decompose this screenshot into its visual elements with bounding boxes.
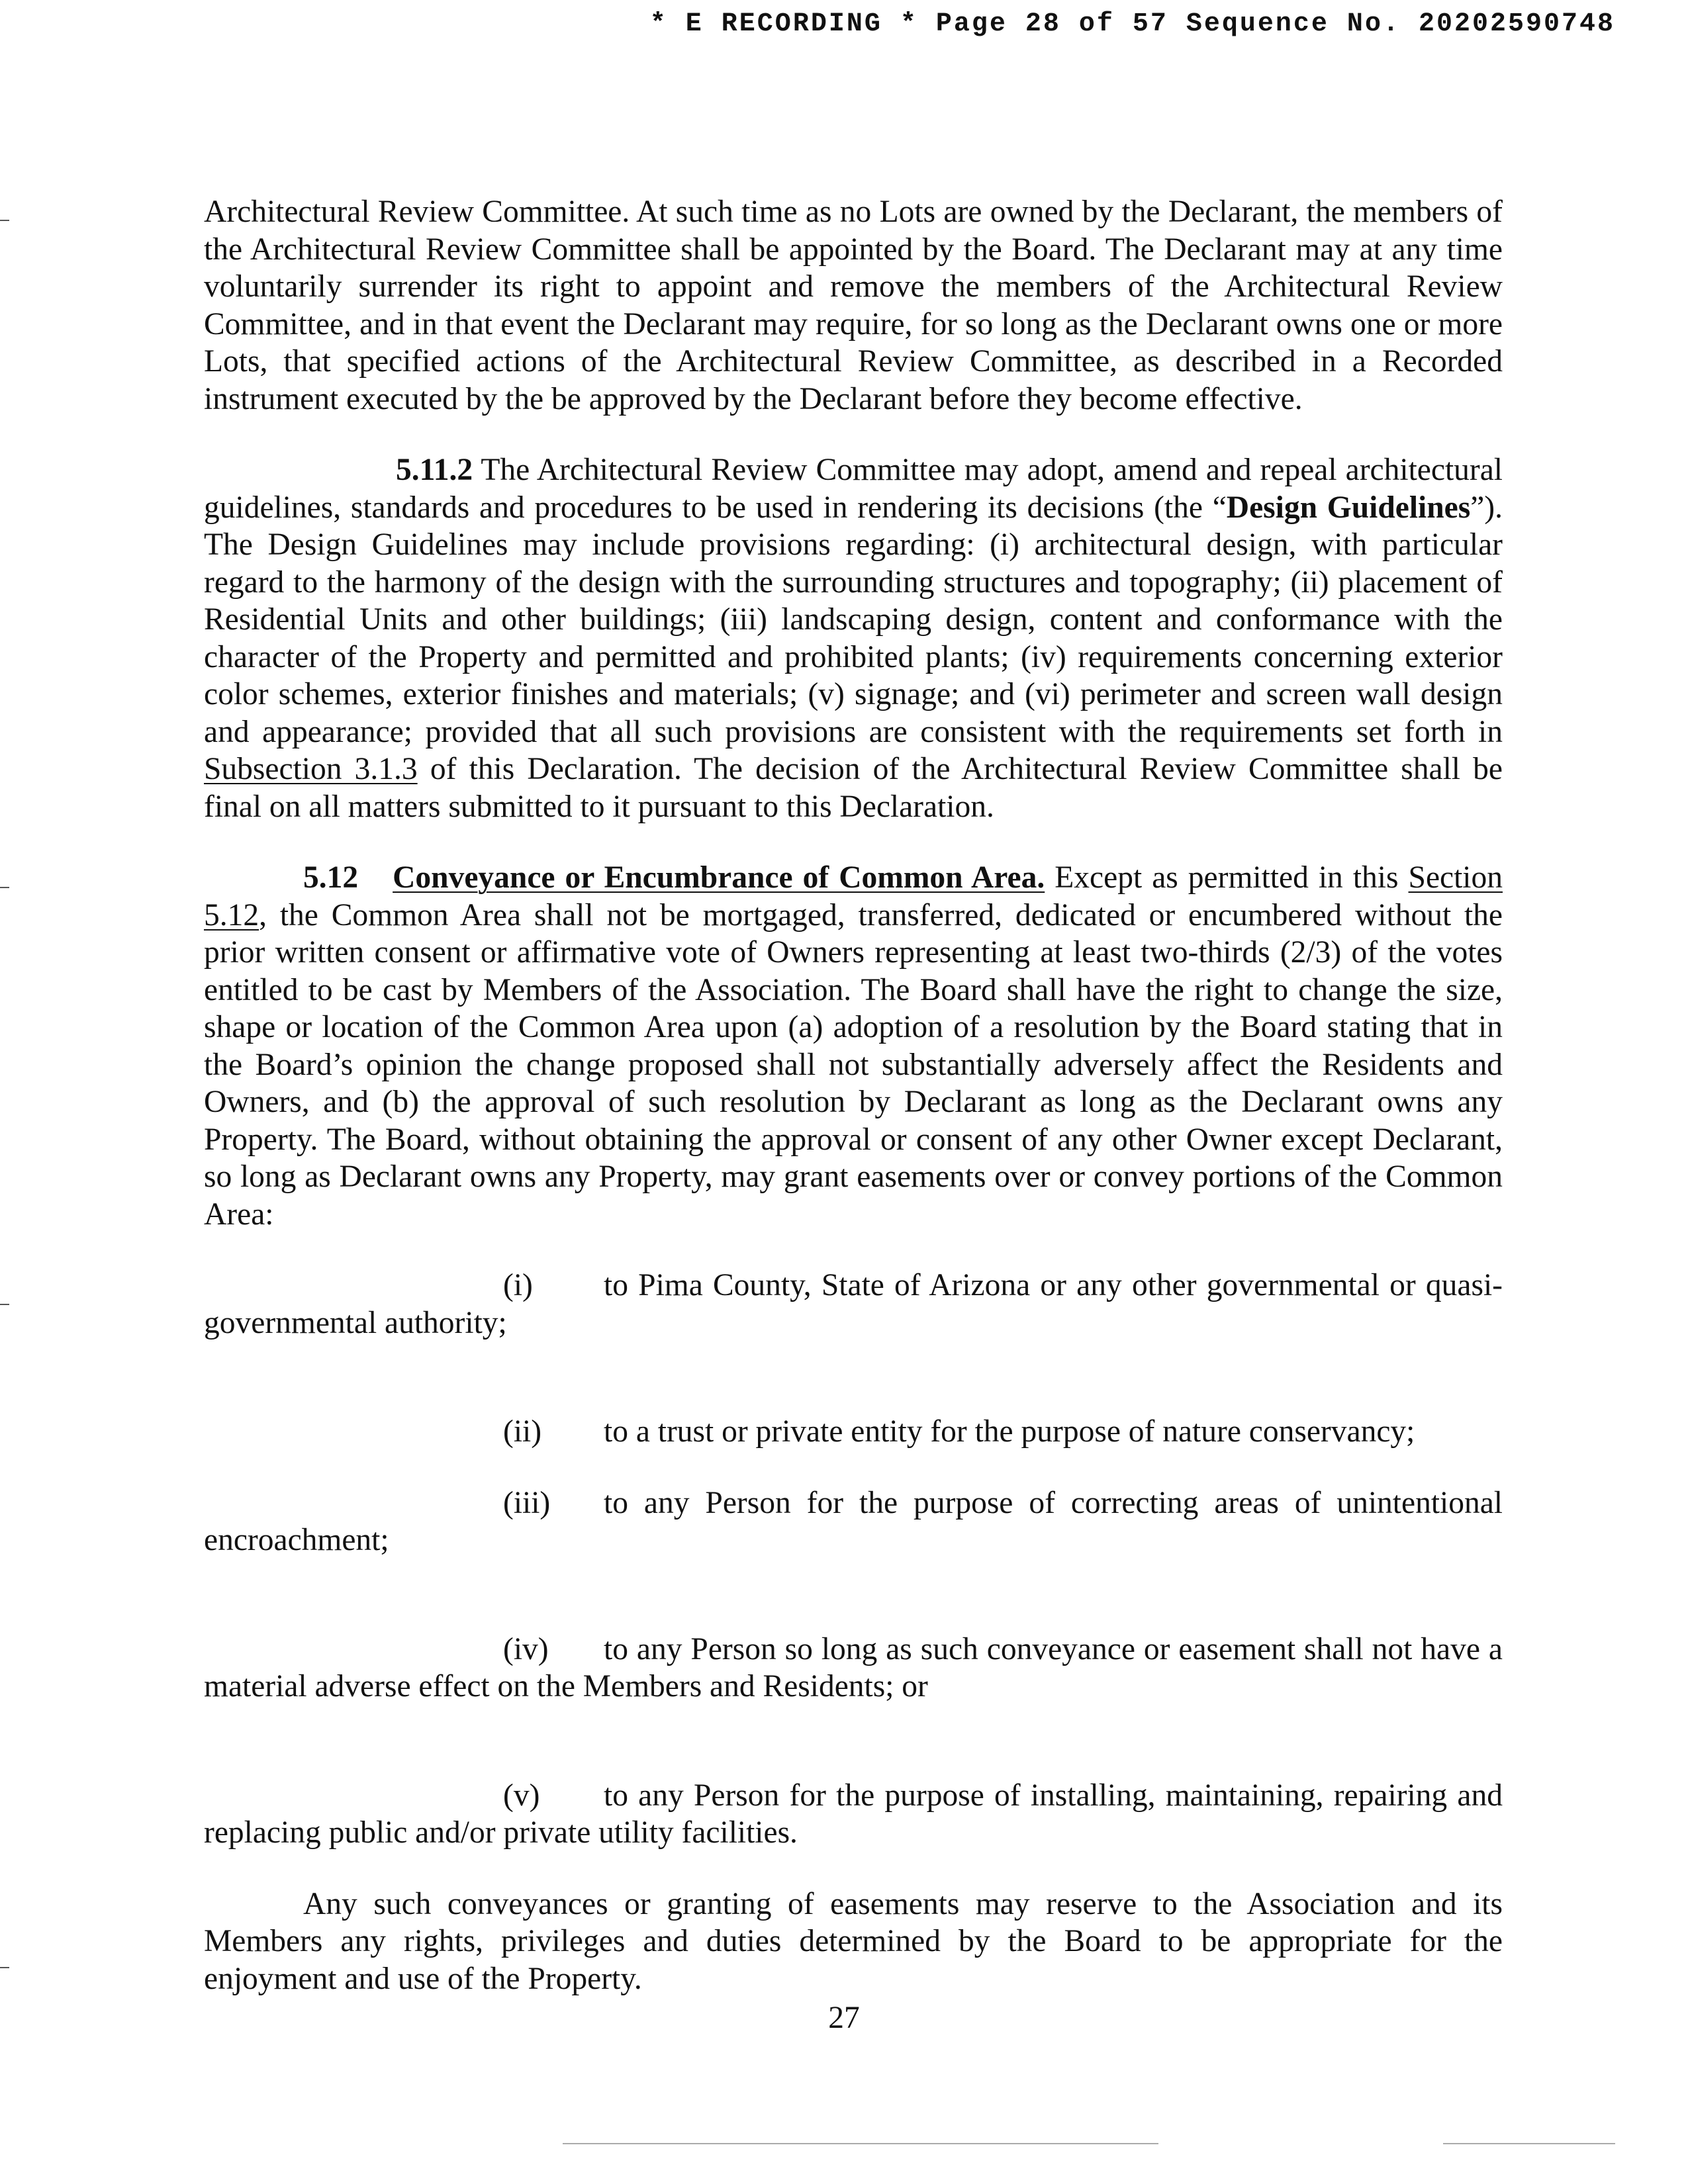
paragraph-text: , the Common Area shall not be mortgaged, transferred, dedicated or encumbered without the prior written consent or affirmative vote of Owners representing at least two-thirds (2/3) of the votes entitled to be cast by Members of the Association. The Board shall have the right to change the size, shape or location of the Common Area upon (a) adoption of a resolution by the Board stating that in the Board’s opinion the change proposed shall not substantially adversely affect the Residents and Owners, and (b) the approval of such resolution by Declarant as long as the Declarant owns any Property. The Board, without obtaining the approval or consent of any other Owner except Declarant, so long as Declarant owns any Property, may grant easements over or convey portions of the Common Area: (204, 897, 1503, 1232)
cross-reference: Section 5.12 (204, 860, 1503, 933)
scan-edge-mark (0, 1304, 9, 1305)
cross-reference: Subsection 3.1.3 (204, 752, 418, 786)
section-heading: Conveyance or Encumbrance of Common Area. (393, 860, 1045, 895)
list-item-number: (iv) (503, 1631, 549, 1666)
list-item-text: to any Person for the purpose of installing, maintaining, repairing and replacing public and/or private utility facilities. (204, 1778, 1503, 1850)
list-item-number: (ii) (503, 1414, 542, 1449)
list-item-text: to a trust or private entity for the purpose of nature conservancy; (604, 1414, 1415, 1449)
paragraph-final: Any such conveyances or granting of easements may reserve to the Association and its Members any rights, privileges and duties determined by the Board to be appropriate for the enjoyment and use of the Property. (204, 1886, 1503, 1996)
scan-bottom-artifact (563, 2143, 1158, 2144)
list-item-text: to any Person so long as such conveyance or easement shall not have a material adverse effect on the Members and Residents; or (204, 1631, 1503, 1704)
list-item (204, 1267, 1503, 1342)
paragraph-5-11-2 (204, 451, 1503, 825)
list-item-number: (iii) (503, 1485, 551, 1520)
scan-edge-mark (0, 1967, 9, 1968)
paragraph-text: Except as permitted in this (1045, 860, 1409, 895)
defined-term: Design Guidelines (1226, 490, 1471, 525)
list-item (204, 1484, 1503, 1559)
section-number: 5.11.2 (396, 453, 473, 487)
list-item-number: (i) (503, 1268, 533, 1302)
paragraph-continuation: Architectural Review Committee. At such time as no Lots are owned by the Declarant, the members of the Architectural Review Committee shall be appointed by the Board. The Declarant may at any time voluntarily surrender its right to appoint and remove the members of the Architectural Review Committee, and in that event the Declarant may require, for so long as the Declarant owns one or more Lots, that specified actions of the Architectural Review Committee, as described in a Recorded instrument executed by the be approved by the Declarant before they become effective. (204, 195, 1503, 416)
scan-bottom-artifact (1443, 2143, 1615, 2144)
scan-edge-mark (0, 220, 9, 221)
paragraph-5-12 (204, 859, 1503, 1233)
scan-edge-mark (0, 887, 9, 888)
list-item (204, 1413, 1503, 1451)
paragraph-text: ”). The Design Guidelines may include provisions regarding: (i) architectural design, with particular regard to the harmony of the design with the surrounding structures and topography; (ii) placement of Residential Units and other buildings; (iii) landscaping design, content and conformance with the character of the Property and permitted and prohibited plants; (iv) requirements concerning exterior color schemes, exterior finishes and materials; (v) signage; and (vi) perimeter and screen wall design and appearance; provided that all such provisions are consistent with the requirements set forth in (204, 490, 1503, 749)
paragraph-text: of this Declaration. The decision of the Architectural Review Committee shall be final on all matters submitted to it pursuant to this Declaration. (204, 752, 1503, 824)
list-item-text: to any Person for the purpose of correcting areas of unintentional encroachment; (204, 1485, 1503, 1557)
page-number: 27 (828, 2001, 860, 2035)
section-number: 5.12 (303, 860, 359, 895)
list-item (204, 1631, 1503, 1706)
list-item (204, 1777, 1503, 1852)
list-item-number: (v) (503, 1778, 540, 1813)
paragraph-text: The Architectural Review Committee may adopt, amend and repeal architectural guidelines, standards and procedures to be used in rendering its decisions (the “ (204, 453, 1503, 525)
document-body (204, 193, 1503, 1997)
list-item-text: to Pima County, State of Arizona or any other governmental or quasi-governmental authority; (204, 1268, 1503, 1340)
recording-header: * E RECORDING * Page 28 of 57 Sequence No. 20202590748 (649, 9, 1615, 39)
